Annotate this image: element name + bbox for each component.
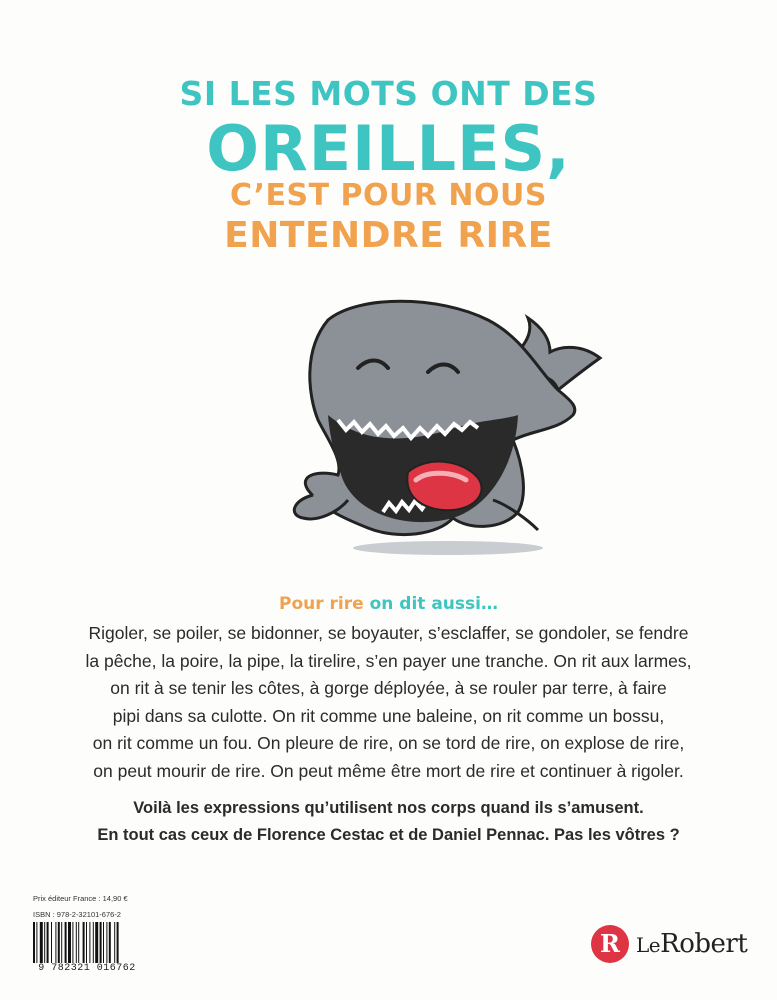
expressions-paragraph	[60, 620, 717, 785]
headline-line-2: OREILLES,	[206, 112, 571, 185]
isbn-label: ISBN : 978-2-32101-676-2	[33, 910, 121, 919]
publisher-prefix: Le	[636, 933, 661, 957]
paragraph-line: pipi dans sa culotte. On rit comme une baleine, on rit comme un bossu,	[112, 705, 665, 726]
publisher-logo	[590, 922, 747, 966]
paragraph-line: on rit à se tenir les côtes, à gorge déployée, à se rouler par terre, à faire	[110, 678, 667, 698]
price-label: Prix éditeur France : 14,90 €	[33, 894, 128, 903]
closing-line: En tout cas ceux de Florence Cestac et de Daniel Pennac. Pas les vôtres ?	[97, 826, 680, 844]
headline-line-3: C’EST POUR NOUS	[230, 178, 547, 213]
closing-paragraph	[60, 795, 717, 849]
headline-line-4: ENTENDRE RIRE	[224, 215, 553, 256]
intro-pour-rire: Pour rire	[279, 594, 364, 614]
intro-on-dit-aussi: on dit aussi…	[369, 594, 498, 614]
svg-text:R: R	[600, 929, 620, 958]
publisher-name	[636, 929, 747, 959]
paragraph-line: Rigoler, se poiler, se bidonner, se boyauter, s’esclaffer, se gondoler, se fendre	[88, 623, 689, 643]
laughing-whale-illustration	[288, 290, 618, 560]
publisher-name-text: Robert	[660, 929, 748, 959]
le-robert-r-icon	[590, 924, 630, 964]
price-block	[33, 891, 128, 923]
barcode-number: 9 782321 016762	[29, 963, 145, 974]
paragraph-line: on peut mourir de rire. On peut même être mort de rire et continuer à rigoler.	[93, 760, 684, 781]
headline-line-1: SI LES MOTS ONT DES	[179, 74, 598, 113]
intro-line	[0, 594, 777, 614]
paragraph-line: la pêche, la poire, la pipe, la tirelire, s’en payer une tranche. On rit aux larmes,	[85, 650, 692, 671]
paragraph-line: on rit comme un fou. On pleure de rire, on se tord de rire, on explose de rire,	[92, 733, 685, 753]
closing-line: Voilà les expressions qu’utilisent nos corps quand ils s’amusent.	[133, 799, 644, 817]
